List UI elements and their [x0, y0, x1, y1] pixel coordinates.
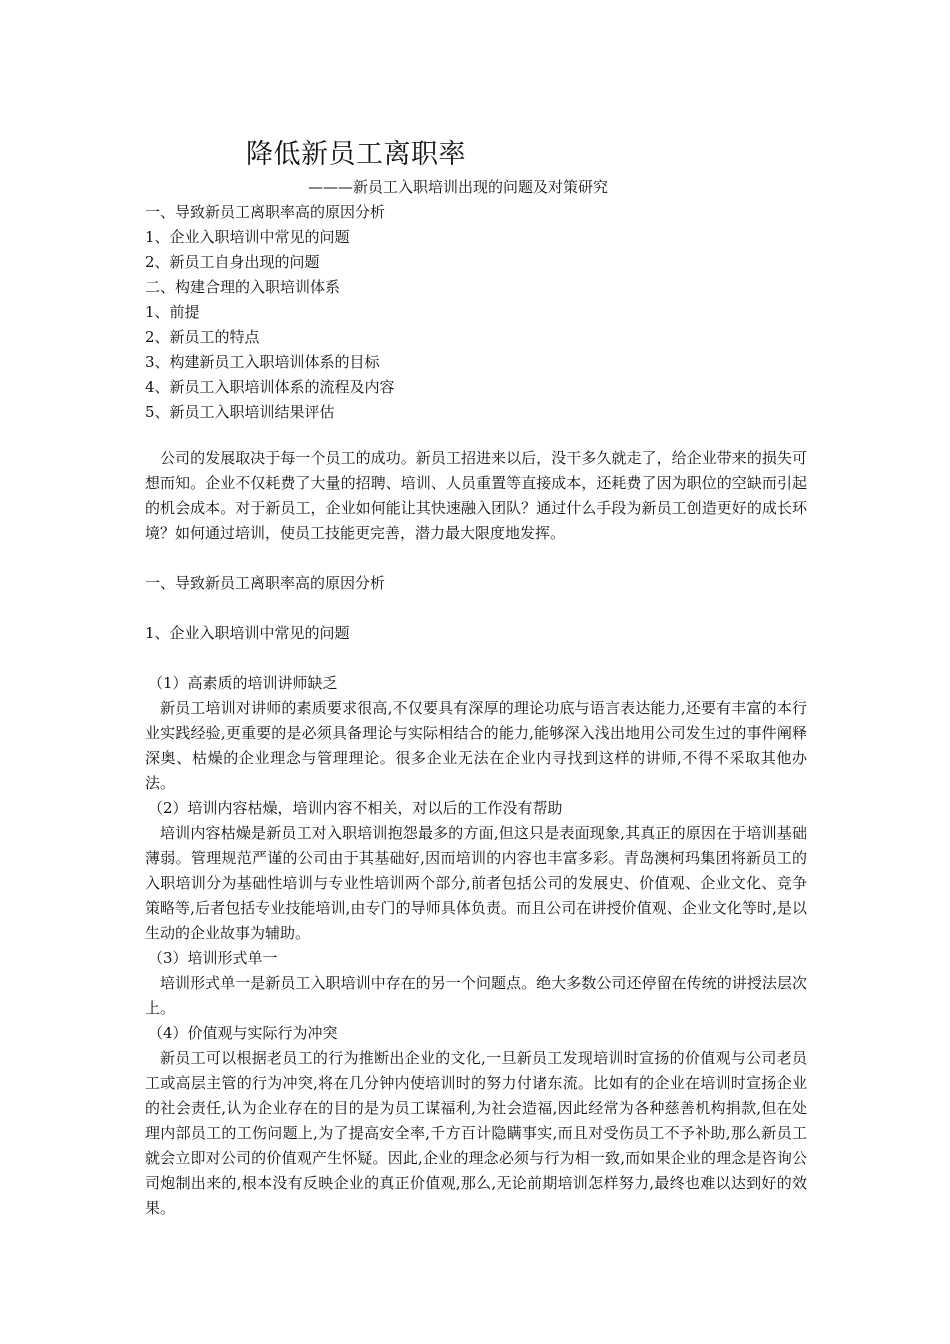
toc-item: 1、企业入职培训中常见的问题	[145, 228, 350, 246]
item-heading: （4）价值观与实际行为冲突	[148, 1024, 338, 1042]
document-body	[145, 446, 807, 1221]
item-paragraph: 培训内容枯燥是新员工对入职培训抱怨最多的方面,但这只是表面现象,其真正的原因在于培训基础薄弱。管理规范严谨的公司由于其基础好,因而培训的内容也丰富多彩。青岛澳柯玛集团将新员工的入职培训分为基础性培训与专业性培训两个部分,前者包括公司的发展史、价值观、企业文化、竞争策略等,后者包括专业技能培训,由专门的导师具体负责。而且公司在讲授价值观、企业文化等时,是以生动的企业故事为辅助。	[145, 824, 807, 942]
toc-item: 4、新员工入职培训体系的流程及内容	[145, 378, 395, 396]
toc-item: 2、新员工的特点	[145, 328, 260, 346]
table-of-contents	[145, 200, 395, 425]
section-heading: 一、导致新员工离职率高的原因分析	[145, 574, 386, 592]
item-heading: （1）高素质的培训讲师缺乏	[148, 674, 338, 692]
item-heading: （3）培训形式单一	[148, 949, 278, 967]
document-title: 降低新员工离职率	[246, 139, 466, 170]
toc-item: 二、构建合理的入职培训体系	[145, 278, 341, 296]
toc-item: 2、新员工自身出现的问题	[145, 253, 320, 271]
item-paragraph: 培训形式单一是新员工入职培训中存在的另一个问题点。绝大多数公司还停留在传统的讲授法层次上。	[145, 974, 807, 1017]
item-paragraph: 新员工可以根据老员工的行为推断出企业的文化,一旦新员工发现培训时宣扬的价值观与公司老员工或高层主管的行为冲突,将在几分钟内使培训时的努力付诸东流。比如有的企业在培训时宣扬企业的社会责任,认为企业存在的目的是为员工谋福利,为社会造福,因此经常为各种慈善机构捐款,但在处理内部员工的工伤问题上,为了提高安全率,千方百计隐瞒事实,而且对受伤员工不予补助,那么新员工就会立即对公司的价值观产生怀疑。因此,企业的理念必须与行为相一致,而如果企业的理念是咨询公司炮制出来的,根本没有反映企业的真正价值观,那么,无论前期培训怎样努力,最终也难以达到好的效果。	[145, 1049, 807, 1217]
item-paragraph: 新员工培训对讲师的素质要求很高,不仅要具有深厚的理论功底与语言表达能力,还要有丰富的本行业实践经验,更重要的是必须具备理论与实际相结合的能力,能够深入浅出地用公司发生过的事件阐释深奥、枯燥的企业理念与管理理论。很多企业无法在企业内寻找到这样的讲师,不得不采取其他办法。	[145, 699, 807, 792]
intro-paragraph: 公司的发展取决于每一个员工的成功。新员工招进来以后，没干多久就走了，给企业带来的损失可想而知。企业不仅耗费了大量的招聘、培训、人员重置等直接成本，还耗费了因为职位的空缺而引起的机会成本。对于新员工，企业如何能让其快速融入团队？通过什么手段为新员工创造更好的成长环境？如何通过培训，使员工技能更完善，潜力最大限度地发挥。	[145, 449, 807, 542]
toc-item: 5、新员工入职培训结果评估	[145, 403, 335, 421]
item-heading: （2）培训内容枯燥，培训内容不相关，对以后的工作没有帮助	[148, 799, 563, 817]
subsection-heading: 1、企业入职培训中常见的问题	[145, 624, 350, 642]
toc-item: 3、构建新员工入职培训体系的目标	[145, 353, 380, 371]
toc-item: 一、导致新员工离职率高的原因分析	[145, 203, 386, 221]
toc-item: 1、前提	[145, 303, 200, 321]
document-subtitle: ———新员工入职培训出现的问题及对策研究	[308, 178, 609, 196]
